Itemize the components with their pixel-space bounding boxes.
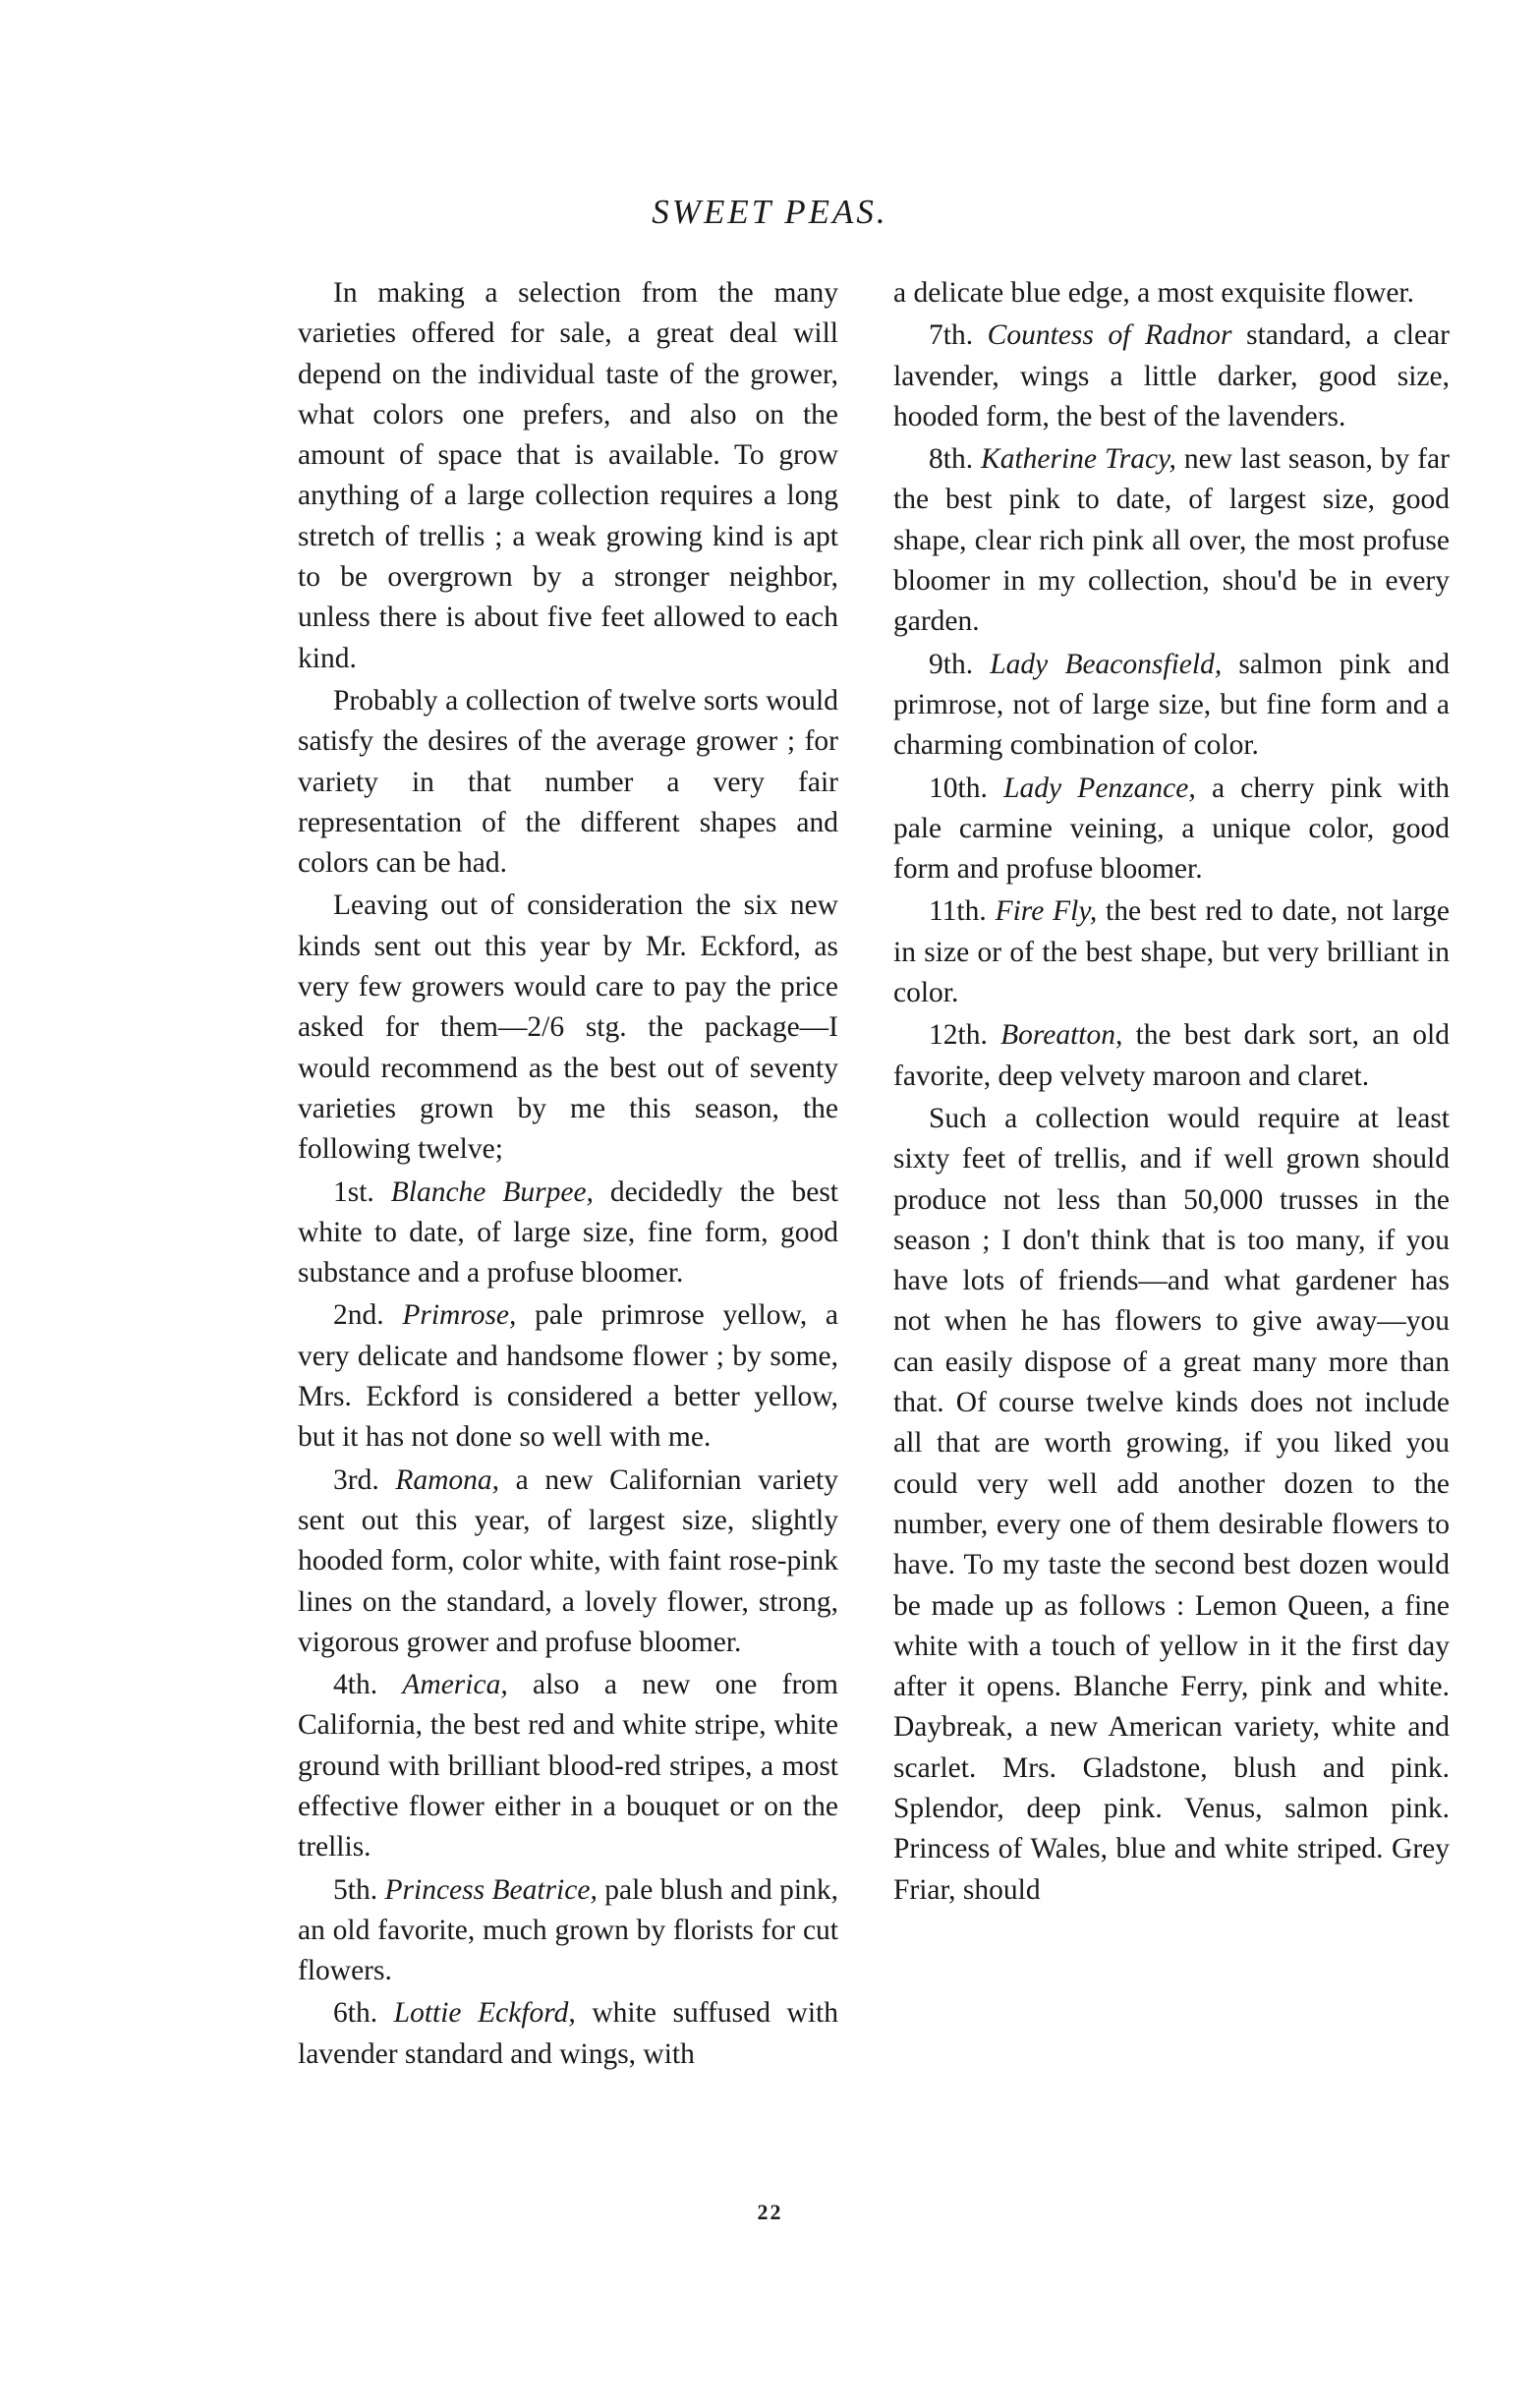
ordinal-label: 3rd. [333,1463,396,1496]
ordinal-label: 7th. [929,319,988,352]
ordinal-label: 2nd. [333,1299,403,1332]
paragraph-text: Probably a collection of twelve sorts would satisfy the desires of the average grower ; for variety in that number a very fair representation of the different shapes and colors can be had. [298,684,838,880]
paragraph-text: decidedly the best white to date, of large size, fine form, good substance and a profuse bloomer. [298,1175,838,1290]
variety-name: Fire Fly, [995,895,1098,928]
paragraph [298,1295,838,1458]
page-header: SWEET PEAS. [652,193,888,231]
ordinal-label: 4th. [333,1669,403,1701]
paragraph [893,273,1450,314]
ordinal-label: 12th. [929,1019,1001,1052]
variety-name: America, [402,1669,508,1701]
paragraph-text: pale blush and pink, an old favorite, much grown by florists for cut flowers. [298,1873,838,1987]
paragraph [298,1870,838,1992]
paragraph [893,645,1450,767]
paragraph-text: a cherry pink with pale carmine veining, a unique color, good form and profuse bloomer. [893,772,1450,886]
paragraph-text: the best dark sort, an old favorite, deep velvety maroon and claret. [893,1019,1450,1092]
paragraph-text: In making a selection from the many varieties offered for sale, a great deal will depend on the individual taste of the grower, what colors one prefers, and also on the amount of space that is available. To grow anything of a large collection requires a long stretch of trellis ; a weak growing kind is apt to be overgrown by a stronger neighbor, unless there is about five feet allowed to each kind. [298,277,838,674]
paragraph [298,1993,838,2075]
left-column [298,273,838,2077]
paragraph [298,681,838,884]
right-column [893,273,1450,1913]
paragraph-text: a delicate blue edge, a most exquisite flower. [893,277,1414,309]
paragraph [298,273,838,679]
paragraph-text: new last season, by far the best pink to date, of largest size, good shape, clear rich pink all over, the most profuse bloomer in my collection, shou'd be in every garden. [893,443,1450,638]
paragraph [893,1015,1450,1097]
page-number: 22 [757,2200,783,2224]
paragraph-text: pale primrose yellow, a very delicate and handsome flower ; by some, Mrs. Eckford is considered a better yellow, but it has not done so well with me. [298,1299,838,1454]
variety-name: Katherine Tracy, [981,443,1176,476]
variety-name: Lady Penzance, [1003,772,1196,804]
paragraph [298,1665,838,1867]
paragraph [298,1173,838,1294]
paragraph [893,315,1450,437]
variety-name: Blanche Burpee, [390,1175,594,1208]
paragraph [893,1099,1450,1911]
paragraph [298,1461,838,1663]
paragraph [298,886,838,1170]
paragraph-text: salmon pink and primrose, not of large size, but fine form and a charming combination of color. [893,648,1451,762]
ordinal-label: 9th. [929,648,991,680]
ordinal-label: 10th. [929,772,1004,804]
paragraph-text: white suffused with lavender standard and wings, with [298,1997,838,2070]
paragraph-text: Such a collection would require at least sixty feet of trellis, and if well grown should produce not less than 50,000 trusses in the season ; I don't think that is too many, if you have lots of friends—and what gardener has not when he has flowers to give away—you can easily dispose of a great many more than that. Of course twelve kinds does not include all that are worth growing, if you liked you could very well add another dozen to the number, every one of them desirable flowers to have. To my taste the second best dozen would be made up as follows : Lemon Queen, a fine white with a touch of yellow in it the first day after it opens. Blanche Ferry, pink and white. Daybreak, a new American variety, white and scarlet. Mrs. Gladstone, blush and pink. Splendor, deep pink. Venus, salmon pink. Princess of Wales, blue and white striped. Grey Friar, should [893,1102,1450,1906]
ordinal-label: 11th. [929,895,996,928]
paragraph [893,769,1450,890]
paragraph-text: Leaving out of consideration the six new kinds sent out this year by Mr. Eckford, as very few growers would care to pay the price asked for them—2/6 stg. the package—I would recommend as the best out of seventy varieties grown by me this season, the following twelve; [298,889,838,1166]
variety-name: Princess Beatrice, [384,1873,598,1906]
variety-name: Lady Beaconsfield, [990,648,1223,680]
paragraph-text: a new Californian variety sent out this year, of largest size, slightly hooded form, color white, with faint rose-pink lines on the standard, a lovely flower, strong, vigorous grower and profuse bloomer. [298,1463,838,1658]
variety-name: Primrose, [402,1299,517,1332]
paragraph-text: also a new one from California, the best red and white stripe, white ground with brilliant blood-red stripes, a most effective flower either in a bouquet or on the trellis. [298,1669,838,1863]
paragraph-text: the best red to date, not large in size or of the best shape, but very brilliant in color. [893,895,1450,1009]
variety-name: Countess of Radnor [987,319,1232,352]
ordinal-label: 5th. [333,1873,385,1906]
ordinal-label: 6th. [333,1997,394,2030]
ordinal-label: 8th. [929,443,982,476]
variety-name: Boreatton, [1000,1019,1123,1052]
paragraph [893,439,1450,642]
variety-name: Lottie Eckford, [393,1997,576,2030]
variety-name: Ramona, [395,1463,500,1496]
ordinal-label: 1st. [333,1175,391,1208]
paragraph-text: standard, a clear lavender, wings a little darker, good size, hooded form, the best of the lavenders. [893,319,1450,432]
paragraph [893,891,1450,1013]
